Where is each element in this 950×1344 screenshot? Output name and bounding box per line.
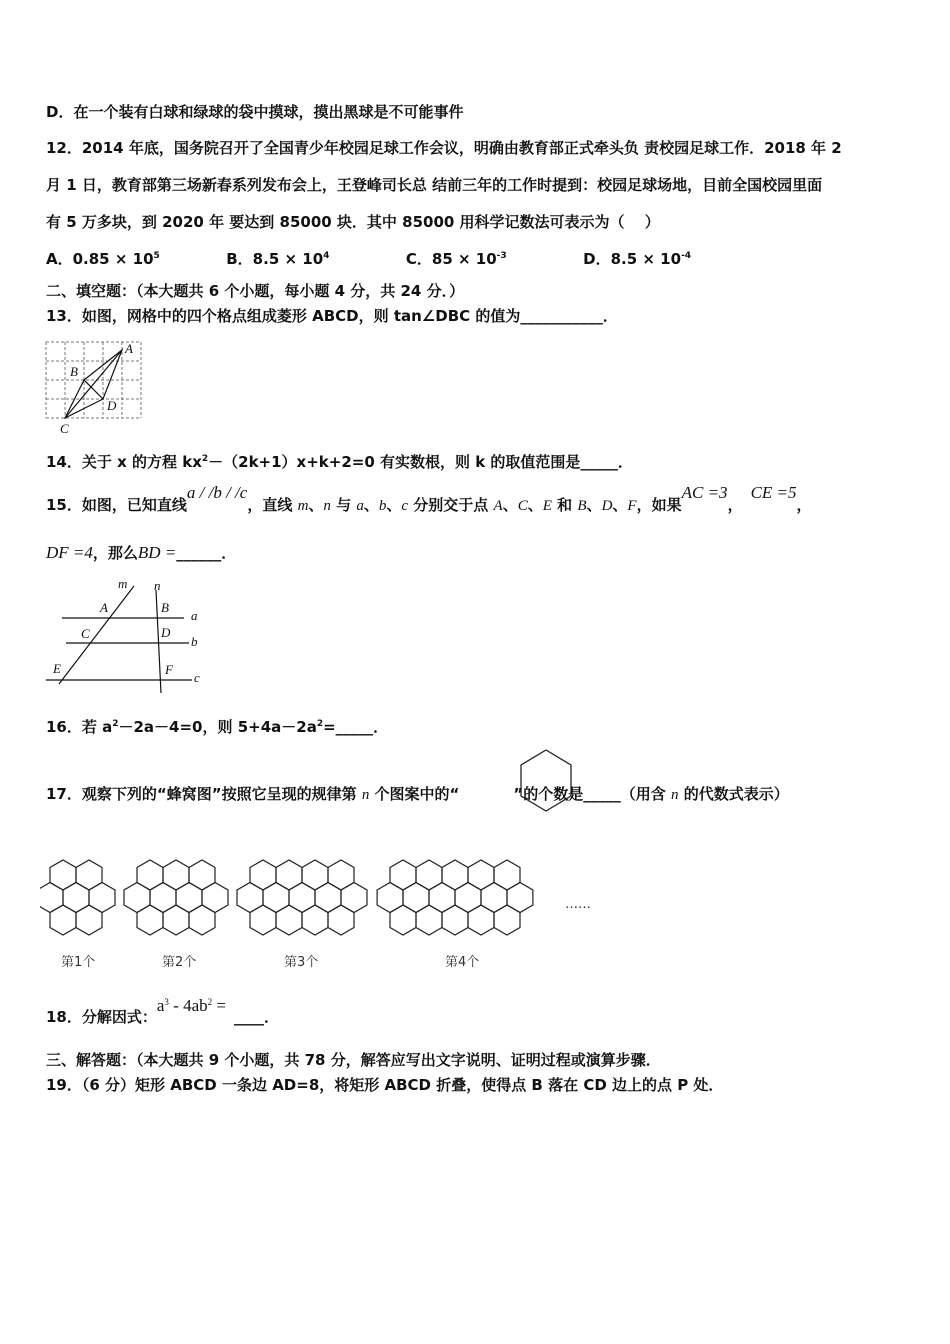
- q18-text: 18．分解因式：$a^3 - 4ab^2$ =____．: [46, 996, 279, 1026]
- hexagon-icon: [518, 748, 574, 814]
- q12-option-a: A．$0.85 \times 10^5$: [46, 250, 160, 268]
- q12-option-b: B．$8.5 \times 10^4$: [226, 250, 330, 268]
- q15-label-a-point: A: [100, 600, 108, 615]
- honeycomb-cell: [468, 905, 494, 935]
- honeycomb-cell: [163, 860, 189, 890]
- q17-caption-4: 第4个: [445, 955, 480, 970]
- honeycomb-cell: [494, 905, 520, 935]
- honeycomb-cell: [494, 860, 520, 890]
- honeycomb-cell: [315, 883, 341, 913]
- honeycomb-cell: [416, 860, 442, 890]
- q17-text: 17．观察下列的“蜂窝图”按照它呈现的规律第 n 个图案中的“ ”的个数是_____（用含 n 的代数式表示）: [46, 785, 789, 803]
- q19-text: 19．（6 分）矩形 ABCD 一条边 AD=8，将矩形 ABCD 折叠，使得点 B 落在 CD 边上的点 P 处．: [46, 1076, 724, 1094]
- q14-text: 14．关于 x 的方程 $kx^2-(2k+1)x+k+2=0$ 有实数根，则 k 的取值范围是_____．: [46, 453, 633, 471]
- q15-bd-expr: BD =: [137, 543, 177, 562]
- honeycomb-cell: [289, 883, 315, 913]
- q12-option-d: D．$8.5 \times 10^{-4}$: [583, 250, 692, 268]
- honeycomb-cell: [250, 860, 276, 890]
- honeycomb-cell: [237, 883, 263, 913]
- q13-label-b: B: [70, 364, 78, 379]
- q12-line-1: 12．2014 年底，国务院召开了全国青少年校园足球工作会议，明确由教育部正式牵头负 责校园足球工作．2018 年 2: [46, 139, 842, 157]
- q15-line-1: 15．如图，已知直线a / /b / /c，直线 m、n 与 a、b、c 分别交于点 A、C、E 和 B、D、F，如果AC =3，CE =5，: [46, 483, 812, 514]
- honeycomb-cell: [40, 883, 63, 913]
- q17-caption-2: 第2个: [162, 955, 197, 970]
- section-2-title: 二、填空题：（本大题共 6 个小题，每小题 4 分，共 24 分．）: [46, 282, 465, 300]
- q12-line-2: 月 1 日，教育部第三场新春系列发布会上，王登峰司长总 结前三年的工作时提到：校园足球场地，目前全国校园里面: [46, 176, 823, 194]
- honeycomb-cell: [250, 905, 276, 935]
- honeycomb-cell: [429, 883, 455, 913]
- honeycomb-cell: [89, 883, 115, 913]
- honeycomb-cell: [63, 883, 89, 913]
- q15-label-line-a: a: [191, 608, 198, 623]
- q13-label-a: A: [125, 341, 133, 356]
- honeycomb-cell: [50, 905, 76, 935]
- q13-text: 13．如图，网格中的四个格点组成菱形 ABCD，则 tan∠DBC 的值为___________．: [46, 307, 618, 325]
- q15-parallel-lines-figure: [44, 576, 214, 696]
- q12-line-3: 有 5 万多块，到 2020 年 要达到 85000 块．其中 85000 用科学记数法可表示为（ ）: [46, 213, 660, 231]
- honeycomb-cell: [507, 883, 533, 913]
- q18-expression: $a^3 - 4ab^2$ =: [156, 996, 226, 1015]
- q17-ellipsis: ……: [565, 897, 591, 912]
- honeycomb-cell: [276, 860, 302, 890]
- honeycomb-cell: [468, 860, 494, 890]
- honeycomb-cell: [163, 905, 189, 935]
- q12-option-c: C．$85 \times 10^{-3}$: [405, 250, 507, 268]
- q15-label-n: n: [154, 578, 161, 593]
- section-3-title: 三、解答题：（本大题共 9 个小题，共 78 分，解答应写出文字说明、证明过程或演算步骤．: [46, 1051, 661, 1069]
- q15-label-line-b: b: [191, 634, 198, 649]
- honeycomb-cell: [302, 905, 328, 935]
- q15-label-line-c: c: [194, 670, 200, 685]
- honeycomb-cell: [202, 883, 228, 913]
- honeycomb-cell: [50, 860, 76, 890]
- q17-caption-3: 第3个: [284, 955, 319, 970]
- q15-parallel-expr: a / /b / /c: [186, 483, 248, 502]
- honeycomb-cell: [390, 905, 416, 935]
- honeycomb-cell: [390, 860, 416, 890]
- q13-rhombus-grid-figure: [40, 336, 150, 436]
- honeycomb-cell: [442, 905, 468, 935]
- honeycomb-cell: [442, 860, 468, 890]
- q13-label-c: C: [60, 421, 69, 436]
- honeycomb-cell: [377, 883, 403, 913]
- honeycomb-cell: [416, 905, 442, 935]
- q15-label-b-point: B: [161, 600, 169, 615]
- honeycomb-cell: [455, 883, 481, 913]
- q12-options: [46, 246, 691, 269]
- q15-label-d-point: D: [161, 625, 171, 640]
- honeycomb-cell: [341, 883, 367, 913]
- honeycomb-cell: [150, 883, 176, 913]
- honeycomb-cell: [328, 860, 354, 890]
- honeycomb-cell: [328, 905, 354, 935]
- honeycomb-cell: [124, 883, 150, 913]
- q17-caption-1: 第1个: [61, 955, 96, 970]
- q17-honeycomb-figures: [40, 850, 620, 975]
- honeycomb-cell: [137, 905, 163, 935]
- honeycomb-cell: [481, 883, 507, 913]
- honeycomb-cell: [76, 905, 102, 935]
- q15-label-m: m: [118, 576, 128, 591]
- q15-line-2: DF =4，那么BD =______．: [46, 543, 237, 562]
- honeycomb-cell: [76, 860, 102, 890]
- q15-label-f-point: F: [165, 662, 173, 677]
- q15-ce-expr: CE =5: [750, 483, 797, 502]
- honeycomb-cell: [403, 883, 429, 913]
- q11-option-d: D．在一个装有白球和绿球的袋中摸球，摸出黑球是不可能事件: [46, 103, 464, 121]
- honeycomb-cell: [176, 883, 202, 913]
- honeycomb-cell: [276, 905, 302, 935]
- q16-text: 16．若 $a^2-2a-4=0$，则 $5+4a-2a^2=\_\_\_\_\_$．: [46, 718, 389, 736]
- honeycomb-cell: [302, 860, 328, 890]
- honeycomb-cell: [137, 860, 163, 890]
- honeycomb-cell: [263, 883, 289, 913]
- honeycomb-cell: [189, 860, 215, 890]
- honeycomb-cell: [189, 905, 215, 935]
- q13-label-d: D: [107, 398, 117, 413]
- q15-df-expr: DF =4: [46, 543, 93, 562]
- q15-label-e-point: E: [53, 661, 61, 676]
- q15-ac-expr: AC =3: [681, 483, 728, 502]
- q15-label-c-point: C: [81, 626, 90, 641]
